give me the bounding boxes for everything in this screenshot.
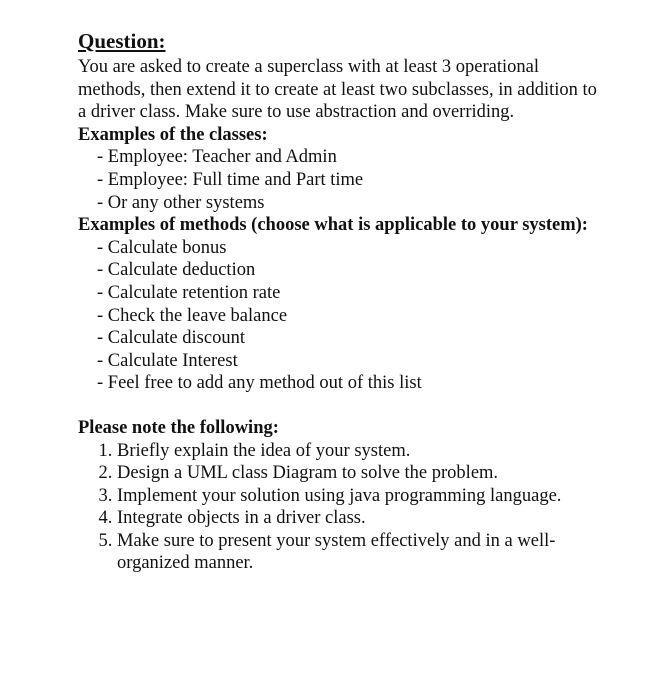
- list-item: - Check the leave balance: [97, 305, 288, 326]
- list-item: 1. Briefly explain the idea of your system.: [117, 440, 598, 463]
- notes-title: Please note the following:: [78, 417, 279, 438]
- notes-list: [78, 440, 598, 576]
- list-item: - Or any other systems: [97, 192, 265, 213]
- section-spacer: [78, 395, 598, 417]
- class-examples-list: [78, 146, 598, 214]
- list-item: - Calculate Interest: [97, 350, 238, 371]
- question-document: [78, 28, 598, 575]
- list-item: - Feel free to add any method out of this list: [97, 373, 422, 394]
- list-item: 3. Implement your solution using java programming language.: [117, 485, 598, 508]
- method-examples-list: [78, 237, 598, 395]
- list-item: 2. Design a UML class Diagram to solve the problem.: [117, 462, 598, 485]
- list-item: - Calculate deduction: [97, 260, 256, 281]
- list-item: - Employee: Full time and Part time: [97, 169, 364, 190]
- list-item: - Calculate retention rate: [97, 282, 281, 303]
- list-item: 4. Integrate objects in a driver class.: [117, 507, 598, 530]
- list-item: - Employee: Teacher and Admin: [97, 147, 337, 168]
- class-examples-title: Examples of the classes:: [78, 124, 268, 145]
- list-item: - Calculate discount: [97, 328, 245, 349]
- question-heading: Question:: [78, 29, 166, 53]
- method-examples-title: Examples of methods (choose what is applicable to your system):: [78, 215, 588, 236]
- list-item: - Calculate bonus: [97, 237, 227, 258]
- list-item: 5. Make sure to present your system effectively and in a well-organized manner.: [117, 530, 598, 575]
- question-intro: You are asked to create a superclass with at least 3 operational methods, then extend it to create at least two subclasses, in addition to a driver class. Make sure to use abstraction and overriding.: [78, 57, 597, 123]
